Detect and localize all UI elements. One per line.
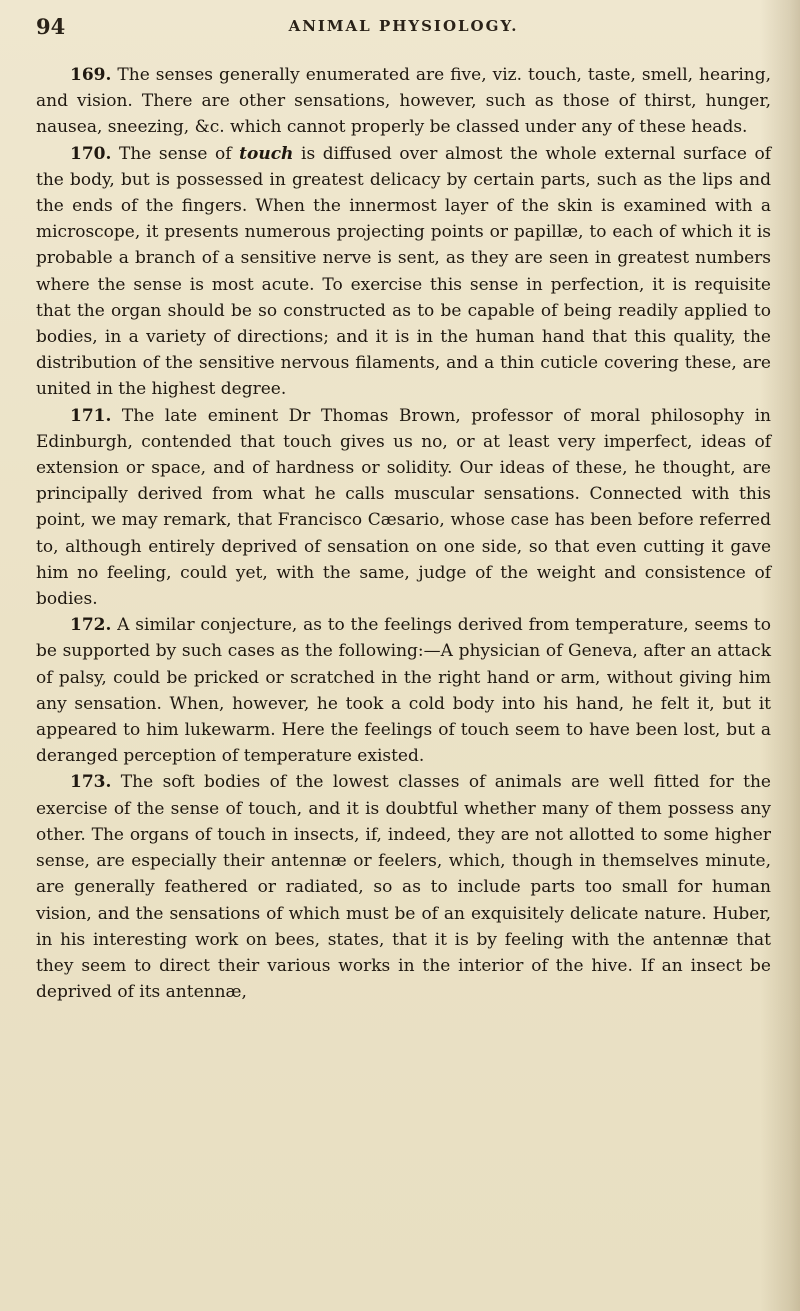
- paragraph-171: [36, 403, 771, 613]
- paragraph-number: 169.: [70, 65, 112, 85]
- paragraph-text: The senses generally enumerated are five, viz. touch, taste, smell, hearing, and vision. There are other sensations, however, such as those of thirst, hunger, nausea, sneezing, &c. which cannot properly be classed under any of these heads.: [36, 65, 771, 138]
- paragraph-text: The sense of: [111, 143, 240, 164]
- paragraph-text: The soft bodies of the lowest classes of animals are well fitted for the exercise of the sense of touch, and it is doubtful whether many of them possess any other. The organs of touch in insects, if, indeed, they are not allotted to some higher sense, are especially their antennæ or feelers, which, though in themselves minute, are generally feathered or radiated, so as to include parts too small for human vision, and the sensations of which must be of an exquisitely delicate nature. Huber, in his interesting work on bees, states, that it is by feeling with the antennæ that they seem to direct their various works in the interior of the hive. If an insect be deprived of its antennæ,: [36, 772, 771, 1003]
- paragraph-173: [36, 769, 771, 1005]
- paragraph-text: The late eminent Dr Thomas Brown, professor of moral philosophy in Edinburgh, contended that touch gives us no, or at least very imperfect, ideas of extension or space, and of hardness or solidity. Our ideas of these, he thought, are principally derived from what he calls muscular sensations. Connected with this point, we may remark, that Francisco Cæsario, whose case has been before referred to, although entirely deprived of sensation on one side, so that even cutting it gave him no feeling, could yet, with the same, judge of the weight and consistence of bodies.: [36, 405, 771, 610]
- paragraph-number: 173.: [70, 772, 112, 793]
- paragraph-text: A similar conjecture, as to the feelings derived from temperature, seems to be supported by such cases as the following:—A physician of Geneva, after an attack of palsy, could be pricked or scratched in the right hand or arm, without giving him any sensation. When, however, he took a cold body into his hand, he felt it, but it appeared to him lukewarm. Here the feelings of touch seem to have been lost, but a deranged perception of temperature existed.: [36, 615, 771, 767]
- body-text: [36, 62, 771, 1005]
- paragraph-number: 170.: [70, 143, 112, 164]
- paragraph-170: [36, 141, 771, 403]
- paragraph-number: 172.: [70, 615, 112, 636]
- page-header: [36, 14, 771, 48]
- paragraph-169: [36, 62, 771, 141]
- paragraph-text: is diffused over almost the whole external surface of the body, but is possessed in greatest delicacy by certain parts, such as the lips and the ends of the fingers. When the innermost layer of the skin is examined with a microscope, it presents numerous projecting points or papillæ, to each of which it is probable a branch of a sensitive nerve is sent, as they are seen in greatest numbers where the sense is most acute. To exercise this sense in perfection, it is requisite that the organ should be so constructed as to be capable of being readily applied to bodies, in a variety of directions; and it is in the human hand that this quality, the distribution of the sensitive nervous filaments, and a thin cuticle covering these, are united in the highest degree.: [36, 143, 771, 400]
- paragraph-number: 171.: [70, 405, 112, 426]
- emphasized-word: touch: [239, 143, 294, 164]
- running-head: ANIMAL PHYSIOLOGY.: [288, 17, 519, 35]
- paragraph-172: [36, 612, 771, 769]
- page-number: 94: [36, 14, 66, 39]
